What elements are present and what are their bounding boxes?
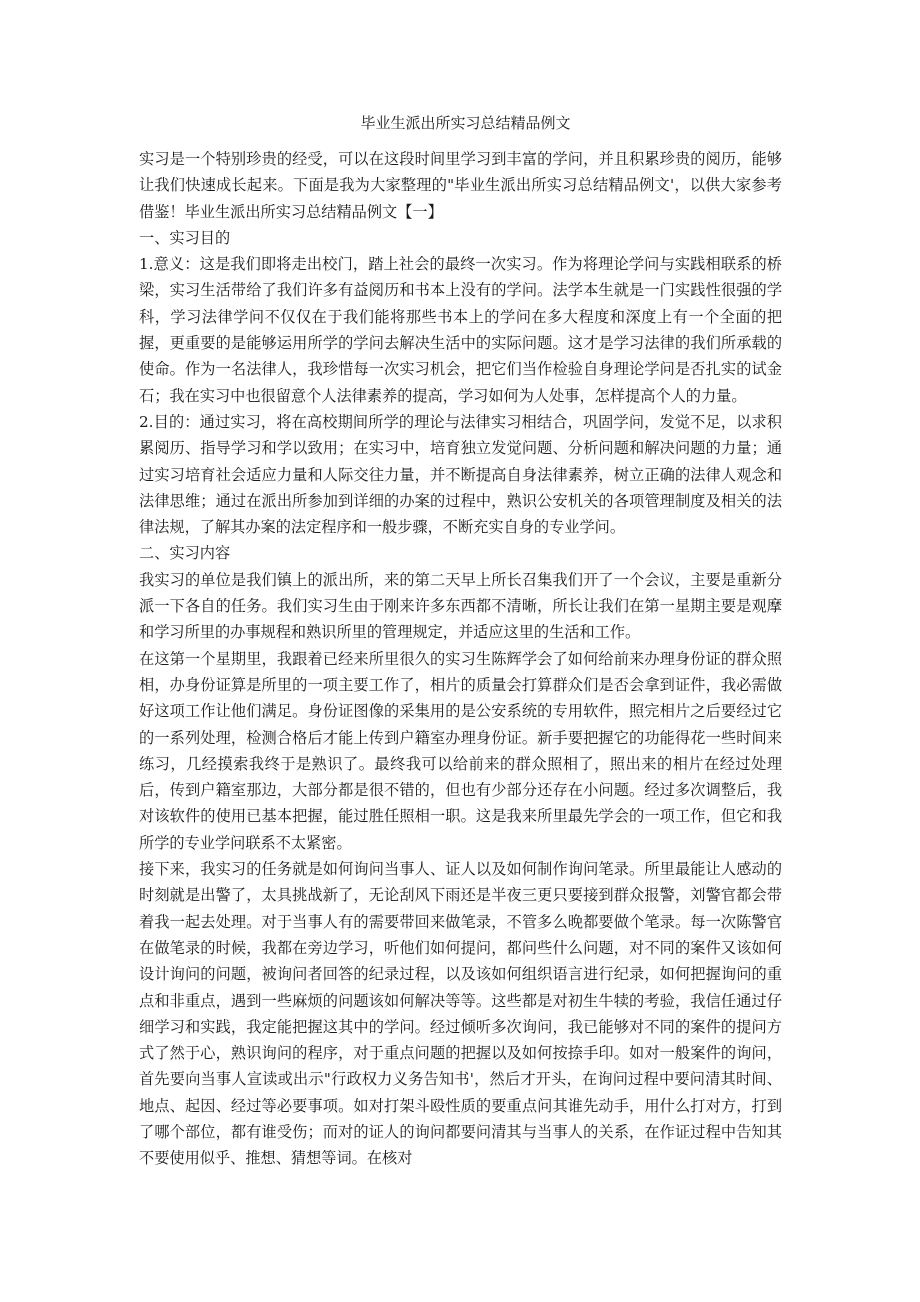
- section-heading: 一、实习目的: [139, 228, 231, 247]
- paragraph: 2.目的：通过实习，将在高校期间所学的理论与法律实习相结合，巩固学问，发觉不足，以求积累阅历、指导学习和学以致用；在实习中，培育独立发觉问题、分析问题和解决问题的力量；通过实习培育社会适应力量和人际交往力量，并不断提高自身法律素养，树立正确的法律人观念和法律思维；通过在派出所参加到详细的办案的过程中，熟识公安机关的各项管理制度及相关的法律法规，了解其办案的法定程序和一般步骤，不断充实自身的专业学问。: [139, 412, 782, 537]
- document-page: [139, 112, 782, 1172]
- paragraph: 我实习的单位是我们镇上的派出所，来的第二天早上所长召集我们开了一个会议，主要是重新分派一下各自的任务。我们实习生由于刚来许多东西都不清晰，所长让我们在第一星期主要是观摩和学习所里的办事规程和熟识所里的管理规定，并适应这里的生活和工作。: [139, 570, 782, 642]
- paragraph: 接下来，我实习的任务就是如何询问当事人、证人以及如何制作询问笔录。所里最能让人感动的时刻就是出警了，太具挑战新了，无论刮风下雨还是半夜三更只要接到群众报警，刘警官都会带着我一起去处理。对于当事人有的需要带回来做笔录，不管多么晚都要做个笔录。每一次陈警官在做笔录的时候，我都在旁边学习，听他们如何提问，都问些什么问题，对不同的案件又该如何设计询问的问题，被询问者回答的纪录过程，以及该如何组织语言进行纪录，如何把握询问的重点和非重点，遇到一些麻烦的问题该如何解决等等。这些都是对初生牛犊的考验，我信任通过仔细学习和实践，我定能把握这其中的学问。经过倾听多次询问，我已能够对不同的案件的提问方式了然于心，熟识询问的程序，对于重点问题的把握以及如何按捺手印。如对一般案件的询问，首先要向当事人宣读或出示"行政权力义务告知书'，然后才开头，在询问过程中要问清其时间、地点、起因、经过等必要事项。如对打架斗殴性质的要重点问其谁先动手，用什么打对方，打到了哪个部位，都有谁受伤；而对的证人的询问都要问清其与当事人的关系，在作证过程中告知其不要使用似乎、推想、猜想等词。在核对: [139, 860, 782, 1168]
- section-heading: 二、实习内容: [139, 544, 231, 563]
- paragraph: 实习是一个特别珍贵的经受，可以在这段时间里学习到丰富的学问，并且积累珍贵的阅历，能够让我们快速成长起来。下面是我为大家整理的"毕业生派出所实习总结精品例文'，以供大家参考借鉴！毕业生派出所实习总结精品例文【一】: [139, 150, 782, 221]
- document-title: 毕业生派出所实习总结精品例文: [360, 114, 571, 132]
- paragraph: 在这第一个星期里，我跟着已经来所里很久的实习生陈辉学会了如何给前来办理身份证的群众照相，办身份证算是所里的一项主要工作了，相片的质量会打算群众们是否会拿到证件，我必需做好这项工作让他们满足。身份证图像的采集用的是公安系统的专用软件，照完相片之后要经过它的一系列处理，检测合格后才能上传到户籍室办理身份证。新手要把握它的功能得花一些时间来练习，几经摸索我终于是熟识了。最终我可以给前来的群众照相了，照出来的相片在经过处理后，传到户籍室那边，大部分都是很不错的，但也有少部分还存在小问题。经过多次调整后，我对该软件的使用已基本把握，能过胜任照相一职。这是我来所里最先学会的一项工作，但它和我所学的专业学问联系不太紧密。: [139, 649, 782, 852]
- paragraph: 1.意义：这是我们即将走出校门，踏上社会的最终一次实习。作为将理论学问与实践相联系的桥梁，实习生活带给了我们许多有益阅历和书本上没有的学问。法学本生就是一门实践性很强的学科，学习法律学问不仅仅在于我们能将那些书本上的学问在多大程度和深度上有一个全面的把握，更重要的是能够运用所学的学问去解决生活中的实际问题。这才是学习法律的我们所承载的使命。作为一名法律人，我珍惜每一次实习机会，把它们当作检验自身理论学问是否扎实的试金石；我在实习中也很留意个人法律素养的提高，学习如何为人处事，怎样提高个人的力量。: [139, 255, 782, 405]
